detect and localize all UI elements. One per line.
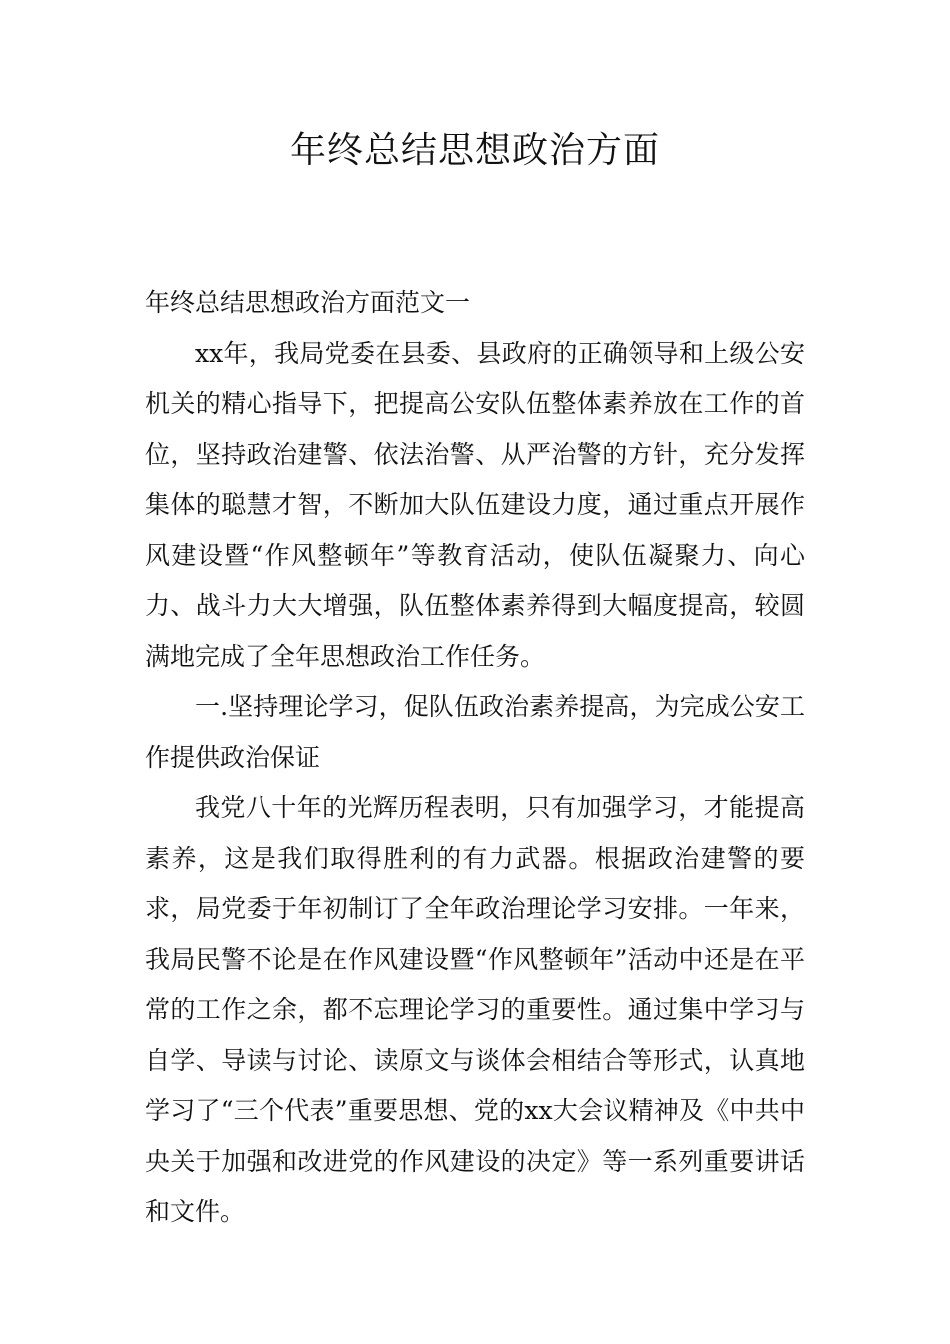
section-heading-1: 一.坚持理论学习，促队伍政治素养提高，为完成公安工作提供政治保证 (145, 692, 805, 772)
document-title: 年终总结思想政治方面 (289, 130, 660, 171)
document-body (145, 278, 805, 1238)
document-subtitle: 年终总结思想政治方面范文一 (145, 288, 471, 317)
body-paragraph-1: xx年，我局党委在县委、县政府的正确领导和上级公安机关的精心指导下，把提高公安队伍整体素养放在工作的首位，坚持政治建警、依法治警、从严治警的方针，充分发挥集体的聪慧才智，不断加大队伍建设力度，通过重点开展作风建设暨“作风整顿年”等教育活动，使队伍凝聚力、向心力、战斗力大大增强，队伍整体素养得到大幅度提高，较圆满地完成了全年思想政治工作任务。 (145, 338, 805, 671)
body-paragraph-2: 我党八十年的光辉历程表明，只有加强学习，才能提高素养，这是我们取得胜利的有力武器。根据政治建警的要求，局党委于年初制订了全年政治理论学习安排。一年来，我局民警不论是在作风建设暨“作风整顿年”活动中还是在平常的工作之余，都不忘理论学习的重要性。通过集中学习与自学、导读与讨论、读原文与谈体会相结合等形式，认真地学习了“三个代表”重要思想、党的xx大会议精神及《中共中央关于加强和改进党的作风建设的决定》等一系列重要讲话和文件。 (145, 793, 805, 1226)
